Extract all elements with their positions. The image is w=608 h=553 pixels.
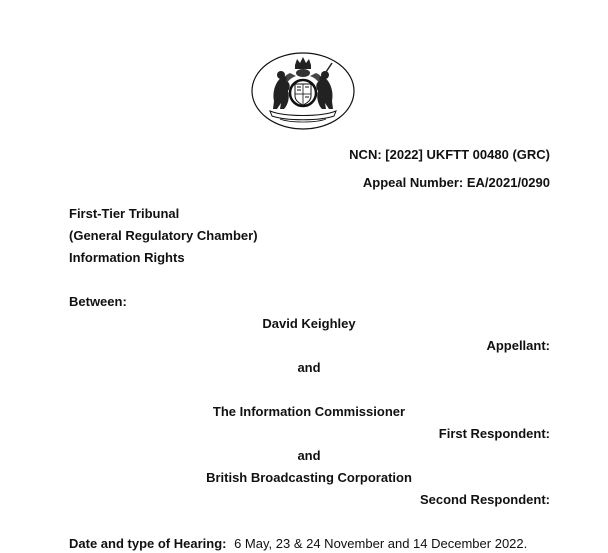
appellant-role: Appellant: bbox=[486, 338, 550, 353]
hearing-line bbox=[69, 536, 527, 552]
first-respondent-role: First Respondent: bbox=[438, 426, 550, 441]
tribunal-jurisdiction: Information Rights bbox=[69, 250, 185, 265]
second-respondent-role: Second Respondent: bbox=[419, 492, 550, 507]
tribunal-name: First-Tier Tribunal bbox=[69, 206, 180, 221]
between-label: Between: bbox=[69, 294, 127, 309]
and-separator-1: and bbox=[297, 360, 321, 375]
ncn-number: NCN: [2022] UKFTT 00480 (GRC) bbox=[349, 147, 550, 162]
and-separator-2: and bbox=[297, 448, 321, 463]
first-respondent-name: The Information Commissioner bbox=[212, 404, 406, 419]
tribunal-chamber: (General Regulatory Chamber) bbox=[69, 228, 258, 243]
hearing-dates: 6 May, 23 & 24 November and 14 December 2022. bbox=[234, 536, 528, 551]
hearing-label: Date and type of Hearing: bbox=[69, 536, 227, 551]
appellant-name: David Keighley bbox=[262, 316, 356, 331]
second-respondent-name: British Broadcasting Corporation bbox=[206, 470, 412, 485]
royal-crest-icon bbox=[250, 51, 356, 131]
appeal-number: Appeal Number: EA/2021/0290 bbox=[362, 175, 550, 190]
